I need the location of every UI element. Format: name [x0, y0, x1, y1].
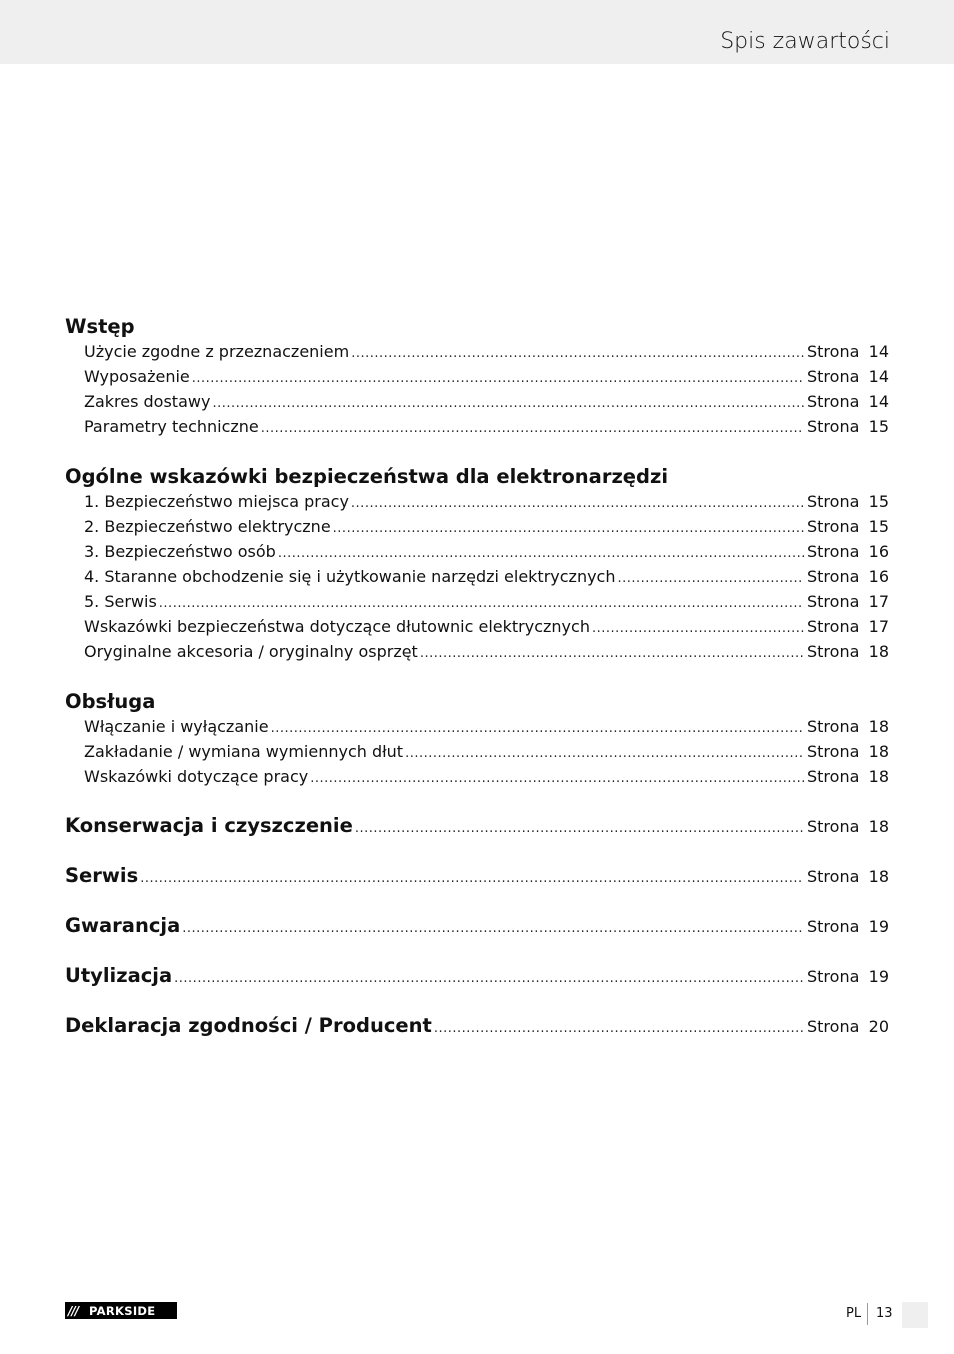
toc-entry[interactable] [65, 589, 889, 614]
toc-entry-page: 20 [868, 1017, 889, 1036]
toc-entry[interactable] [65, 764, 889, 789]
toc-entry-page: 18 [868, 817, 889, 836]
logo-brand-text: PARKSIDE [89, 1303, 156, 1318]
toc-entry-label: 5. Serwis [84, 592, 157, 611]
toc-entry-label: Deklaracja zgodności / Producent [65, 1014, 432, 1037]
dot-leader [618, 566, 805, 591]
dot-leader [420, 641, 804, 666]
section-heading: Wstęp [65, 315, 135, 338]
toc-entry-strona: Strona [807, 1017, 860, 1036]
toc-entry-strona: Strona [807, 517, 860, 536]
dot-leader [140, 854, 804, 904]
toc-entry-deklaracja[interactable] [65, 1001, 889, 1051]
toc-entry-strona: Strona [807, 392, 860, 411]
toc-entry-gwarancja[interactable] [65, 901, 889, 951]
toc-entry-page: 16 [868, 542, 889, 561]
dot-leader [333, 516, 804, 541]
toc-entry[interactable] [65, 514, 889, 539]
dot-leader [278, 541, 804, 566]
toc-section-safety [65, 464, 889, 664]
section-heading: Ogólne wskazówki bezpieczeństwa dla elektronarzędzi [65, 465, 669, 488]
toc-entry-label: Utylizacja [65, 964, 173, 987]
toc-entry-label: Serwis [65, 864, 139, 887]
toc-entry-label: Włączanie i wyłączanie [84, 717, 269, 736]
toc-entry[interactable] [65, 389, 889, 414]
toc-entry[interactable] [65, 414, 889, 439]
toc-entry-konserwacja[interactable] [65, 801, 889, 851]
header-bar [0, 0, 954, 64]
dot-leader [174, 954, 804, 1004]
toc-entry-strona: Strona [807, 717, 860, 736]
toc-entry-label: Użycie zgodne z przeznaczeniem [84, 342, 350, 361]
toc-entry-page: 16 [868, 567, 889, 586]
dot-leader [310, 766, 804, 791]
dot-leader [271, 716, 804, 741]
toc-entry-page: 18 [868, 867, 889, 886]
toc-entry-strona: Strona [807, 767, 860, 786]
toc-entry[interactable] [65, 489, 889, 514]
page-title: Spis zawartości [720, 29, 890, 54]
toc-entry-page: 14 [868, 342, 889, 361]
dot-leader [355, 804, 804, 854]
toc-entry-strona: Strona [807, 617, 860, 636]
footer-divider [867, 1303, 868, 1325]
toc-section-obsluga [65, 689, 889, 789]
toc-entry-page: 18 [868, 767, 889, 786]
toc-entry-strona: Strona [807, 817, 860, 836]
toc-entry-strona: Strona [807, 867, 860, 886]
dot-leader [351, 491, 804, 516]
toc-entry-page: 17 [868, 592, 889, 611]
toc-entry-label: Zakres dostawy [84, 392, 211, 411]
dot-leader [159, 591, 804, 616]
toc-entry-strona: Strona [807, 642, 860, 661]
toc-entry-page: 18 [868, 717, 889, 736]
toc-entry-page: 15 [868, 417, 889, 436]
toc-entry-strona: Strona [807, 492, 860, 511]
toc-entry-strona: Strona [807, 342, 860, 361]
toc-section-wstep [65, 314, 889, 439]
toc-entry-label: 4. Staranne obchodzenie się i użytkowanie narzędzi elektrycznych [84, 567, 616, 586]
toc-entry[interactable] [65, 614, 889, 639]
toc-entry[interactable] [65, 739, 889, 764]
toc-entry-label: Wskazówki dotyczące pracy [84, 767, 309, 786]
dot-leader [351, 341, 804, 366]
toc-entry-page: 18 [868, 642, 889, 661]
toc-entry[interactable] [65, 564, 889, 589]
toc-entry-page: 14 [868, 392, 889, 411]
toc-entry-serwis[interactable] [65, 851, 889, 901]
dot-leader [405, 741, 804, 766]
dot-leader [212, 391, 804, 416]
toc-entry-strona: Strona [807, 742, 860, 761]
toc-entry-label: 1. Bezpieczeństwo miejsca pracy [84, 492, 349, 511]
parkside-logo [65, 1302, 177, 1319]
toc-entry[interactable] [65, 639, 889, 664]
dot-leader [192, 366, 804, 391]
dot-leader [592, 616, 804, 641]
toc-entry-label: Wyposażenie [84, 367, 190, 386]
toc-entry-label: 3. Bezpieczeństwo osób [84, 542, 276, 561]
toc-entry-strona: Strona [807, 592, 860, 611]
toc-entry[interactable] [65, 364, 889, 389]
toc-entry-strona: Strona [807, 542, 860, 561]
toc-entry-strona: Strona [807, 567, 860, 586]
toc-entry-label: Gwarancja [65, 914, 181, 937]
toc-entry-label: Wskazówki bezpieczeństwa dotyczące dłutownic elektrycznych [84, 617, 590, 636]
logo-stripes: /// [68, 1303, 79, 1318]
toc-entry-strona: Strona [807, 917, 860, 936]
language-code: PL [846, 1306, 862, 1321]
toc-entry-page: 19 [868, 917, 889, 936]
toc-entry-label: Oryginalne akcesoria / oryginalny osprzęt [84, 642, 418, 661]
toc-entry-page: 15 [868, 492, 889, 511]
toc-entry-strona: Strona [807, 967, 860, 986]
toc-entry-page: 15 [868, 517, 889, 536]
toc-entry-page: 18 [868, 742, 889, 761]
toc-entry-label: Zakładanie / wymiana wymiennych dłut [84, 742, 404, 761]
toc-entry-label: Konserwacja i czyszczenie [65, 814, 353, 837]
footer-tab-box [902, 1302, 928, 1328]
toc-entry-page: 14 [868, 367, 889, 386]
dot-leader [182, 904, 804, 954]
toc-entry[interactable] [65, 339, 889, 364]
page-number: 13 [876, 1306, 893, 1321]
toc-entry-strona: Strona [807, 417, 860, 436]
dot-leader [261, 416, 804, 441]
toc-entry-page: 19 [868, 967, 889, 986]
toc-entry-strona: Strona [807, 367, 860, 386]
table-of-contents [65, 314, 889, 1051]
toc-top-level [65, 801, 889, 1051]
toc-entry-label: 2. Bezpieczeństwo elektryczne [84, 517, 331, 536]
toc-entry-utylizacja[interactable] [65, 951, 889, 1001]
toc-entry[interactable] [65, 714, 889, 739]
dot-leader [434, 1004, 804, 1054]
section-heading: Obsługa [65, 690, 156, 713]
toc-entry-page: 17 [868, 617, 889, 636]
toc-entry-label: Parametry techniczne [84, 417, 259, 436]
toc-entry[interactable] [65, 539, 889, 564]
